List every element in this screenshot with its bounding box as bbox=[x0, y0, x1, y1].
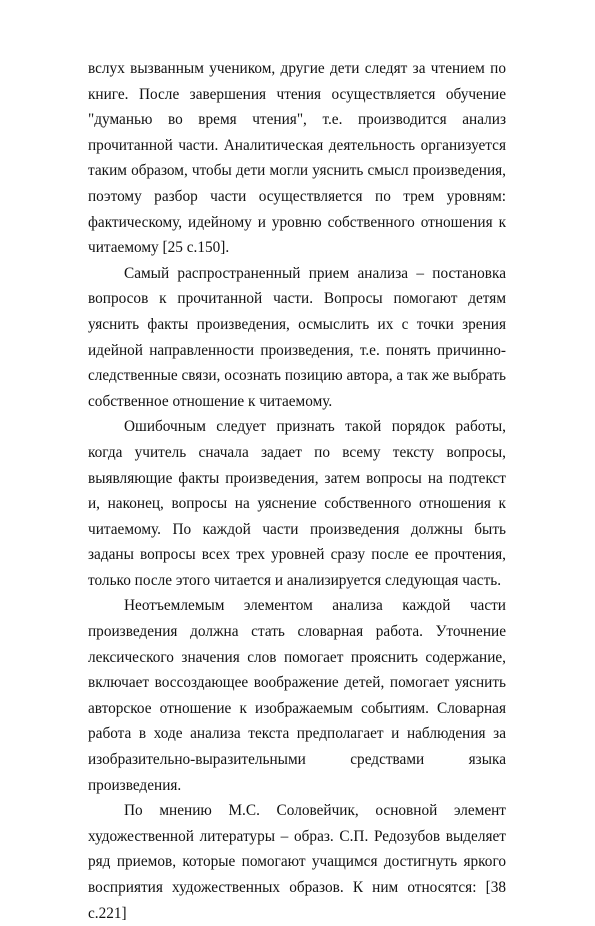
paragraph-2: Самый распространенный прием анализа – постановка вопросов к прочитанной части. Вопросы помогают детям уяснить факты произведения, осмыслить их с точки зрения идейной направленности произведения, т.е. понять причинно-следственные связи, осознать позицию автора, а так же выбрать собственное отношение к читаемому. bbox=[88, 264, 506, 410]
body-text bbox=[88, 56, 506, 926]
paragraph-3: Ошибочным следует признать такой порядок работы, когда учитель сначала задает по всему тексту вопросы, выявляющие факты произведения, затем вопросы на подтекст и, наконец, вопросы на уяснение собственного отношения к читаемому. По каждой части произведения должны быть заданы вопросы всех трех уровней сразу после ее прочтения, только после этого читается и анализируется следующая часть. bbox=[88, 418, 506, 589]
paragraph-1: вслух вызванным учеником, другие дети следят за чтением по книге. После завершения чтения осуществляется обучение "думанью во время чтения", т.е. производится анализ прочитанной части. Аналитическая деятельность организуется таким образом, чтобы дети могли уяснить смысл произведения, поэтому разбор части осуществляется по трем уровням: фактическому, идейному и уровню собственного отношения к читаемому [25 с.150]. bbox=[88, 60, 506, 257]
paragraph-5: По мнению М.С. Соловейчик, основной элемент художественной литературы – образ. С.П. Редозубов выделяет ряд приемов, которые помогают учащимся достигнуть яркого восприятия художественных образов. К ним относятся: [38 с.221] bbox=[88, 802, 506, 922]
paragraph-4: Неотъемлемым элементом анализа каждой части произведения должна стать словарная работа. Уточнение лексического значения слов помогает прояснить содержание, включает воссоздающее воображение детей, помогает уяснить авторское отношение к изображаемым событиям. Словарная работа в ходе анализа текста предполагает и наблюдения за изобразительно-выразительными средствами языка произведения. bbox=[88, 597, 506, 794]
